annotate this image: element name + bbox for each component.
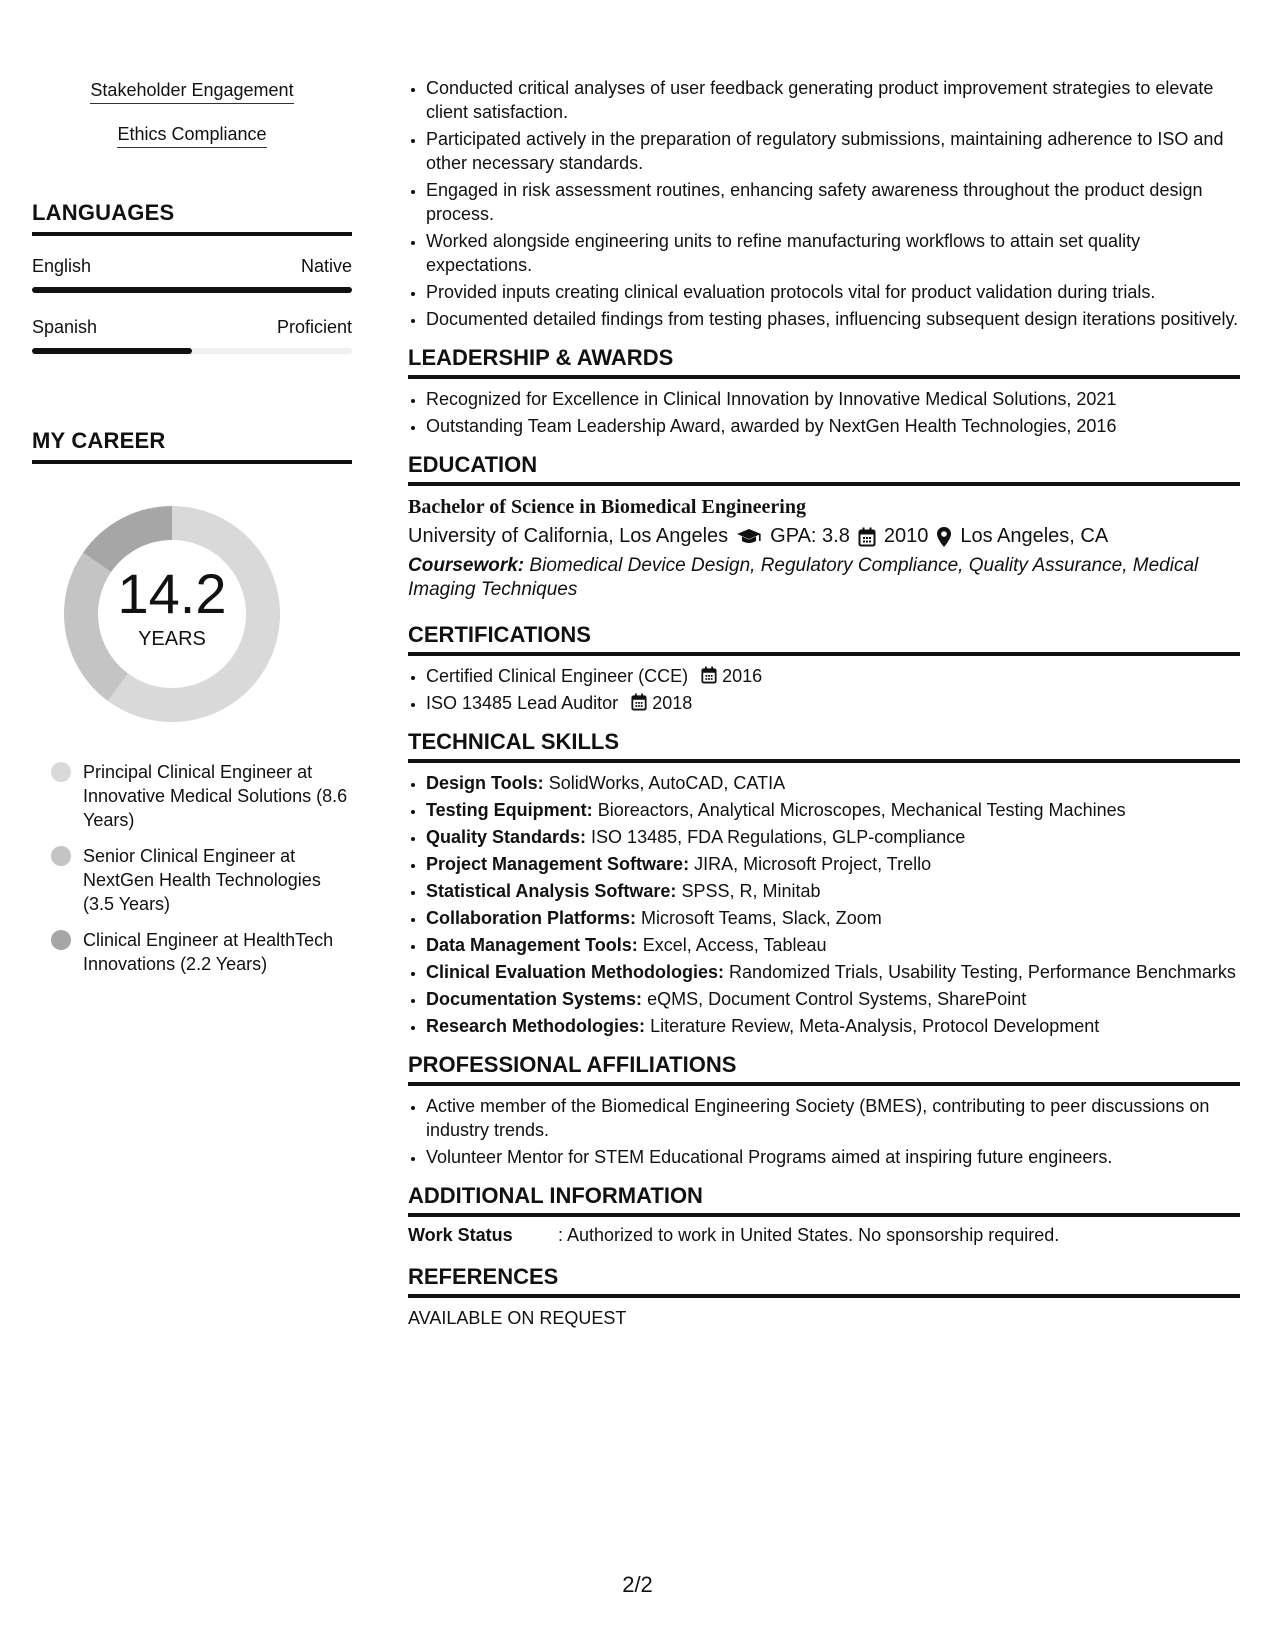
skill-value: SolidWorks, AutoCAD, CATIA: [548, 773, 786, 793]
career-donut: [32, 464, 352, 746]
skill-entry: [426, 933, 1240, 957]
page-number: 2/2: [622, 1572, 653, 1597]
sidebar: [32, 80, 352, 988]
education-section: [408, 452, 1240, 602]
references-section: [408, 1264, 1240, 1329]
technical-skills-heading: TECHNICAL SKILLS: [408, 729, 1240, 763]
coursework: [408, 554, 1240, 602]
career-entry: [32, 760, 352, 832]
calendar-icon: [858, 527, 876, 547]
certification-year: 2018: [652, 693, 693, 713]
skill-item: [32, 124, 352, 148]
language-name: Spanish: [32, 317, 98, 337]
skill-label: Stakeholder Engagement: [90, 80, 293, 104]
skill-label: Collaboration Platforms:: [426, 908, 637, 928]
affiliation-item: • Volunteer Mentor for STEM Educational Programs aimed at inspiring future engineers.: [426, 1145, 1240, 1169]
skill-entry: [426, 906, 1240, 930]
language-level: Native: [300, 256, 352, 276]
additional-section: [408, 1183, 1240, 1246]
affiliation-item: • Active member of the Biomedical Engineering Society (BMES), contributing to peer discussions on industry trends.: [426, 1094, 1240, 1142]
experience-list: [408, 76, 1240, 331]
affiliations-section: [408, 1052, 1240, 1169]
skill-value: eQMS, Document Control Systems, SharePoint: [647, 989, 1027, 1009]
skill-entry: [426, 960, 1240, 984]
gpa: GPA: 3.8: [770, 525, 850, 547]
career-unit: YEARS: [138, 628, 206, 650]
career-entry: [32, 844, 352, 916]
skill-entry: [426, 852, 1240, 876]
graduation-year: 2010: [883, 525, 929, 547]
skill-value: SPSS, R, Minitab: [681, 881, 821, 901]
career-heading: MY CAREER: [32, 428, 352, 464]
skill-label: Ethics Compliance: [117, 124, 266, 148]
affiliations-heading: PROFESSIONAL AFFILIATIONS: [408, 1052, 1240, 1086]
career-entry-text: Clinical Engineer at HealthTech Innovations (2.2 Years): [83, 930, 334, 974]
legend-dot: [51, 930, 71, 950]
experience-bullet: • Engaged in risk assessment routines, enhancing safety awareness throughout the product design process.: [426, 178, 1240, 226]
skill-value: ISO 13485, FDA Regulations, GLP-compliance: [591, 827, 966, 847]
work-status-label: Work Status: [408, 1225, 513, 1245]
skill-entry: [426, 771, 1240, 795]
calendar-icon: [701, 666, 717, 684]
legend-dot: [51, 846, 71, 866]
skill-label: Project Management Software:: [426, 854, 690, 874]
language-bar: [32, 348, 352, 354]
skill-label: Design Tools:: [426, 773, 544, 793]
coursework-label: Coursework:: [408, 555, 525, 576]
language-item: [32, 317, 352, 354]
graduation-cap-icon: [736, 528, 762, 546]
references-text: AVAILABLE ON REQUEST: [408, 1308, 627, 1328]
coursework-text: Biomedical Device Design, Regulatory Compliance, Quality Assurance, Medical Imaging Techniques: [408, 555, 1199, 600]
degree-title: Bachelor of Science in Biomedical Engineering: [408, 496, 806, 518]
skill-label: Testing Equipment:: [426, 800, 593, 820]
language-level: Proficient: [276, 317, 352, 337]
language-bar-fill: [32, 287, 352, 293]
language-bar: [32, 287, 352, 293]
experience-bullet: • Documented detailed findings from testing phases, influencing subsequent design iterations positively.: [426, 307, 1240, 331]
leadership-heading: LEADERSHIP & AWARDS: [408, 345, 1240, 379]
leadership-section: [408, 345, 1240, 438]
skill-label: Statistical Analysis Software:: [426, 881, 677, 901]
skill-value: Microsoft Teams, Slack, Zoom: [641, 908, 882, 928]
school-name: University of California, Los Angeles: [408, 525, 729, 547]
education-heading: EDUCATION: [408, 452, 1240, 486]
certification-item: [426, 691, 1240, 715]
skill-label: Quality Standards:: [426, 827, 587, 847]
skill-label: Documentation Systems:: [426, 989, 643, 1009]
references-heading: REFERENCES: [408, 1264, 1240, 1298]
career-entry-text: Principal Clinical Engineer at Innovative Medical Solutions (8.6 Years): [83, 762, 348, 830]
language-item: [32, 256, 352, 293]
certifications-section: [408, 622, 1240, 715]
language-name: English: [32, 256, 92, 276]
technical-skills-section: [408, 729, 1240, 1038]
legend-dot: [51, 762, 71, 782]
skill-entry: [426, 1014, 1240, 1038]
career-entry: [32, 928, 352, 976]
certification-name: ISO 13485 Lead Auditor: [426, 693, 619, 713]
certification-year: 2016: [722, 666, 763, 686]
main-content: [408, 76, 1240, 1329]
skill-entry: [426, 825, 1240, 849]
skill-value: Bioreactors, Analytical Microscopes, Mechanical Testing Machines: [597, 800, 1126, 820]
award-item: • Outstanding Team Leadership Award, awarded by NextGen Health Technologies, 2016: [426, 414, 1240, 438]
skill-value: JIRA, Microsoft Project, Trello: [694, 854, 932, 874]
additional-heading: ADDITIONAL INFORMATION: [408, 1183, 1240, 1217]
certification-name: Certified Clinical Engineer (CCE): [426, 666, 689, 686]
skill-label: Research Methodologies:: [426, 1016, 646, 1036]
experience-bullet: • Conducted critical analyses of user feedback generating product improvement strategies to elevate client satisfaction.: [426, 76, 1240, 124]
skill-entry: [426, 798, 1240, 822]
location-pin-icon: [936, 526, 952, 548]
education-location: Los Angeles, CA: [960, 525, 1109, 547]
certifications-heading: CERTIFICATIONS: [408, 622, 1240, 656]
experience-bullet: • Participated actively in the preparation of regulatory submissions, maintaining adherence to ISO and other necessary standards.: [426, 127, 1240, 175]
skill-value: Literature Review, Meta-Analysis, Protocol Development: [650, 1016, 1100, 1036]
skill-entry: [426, 987, 1240, 1011]
calendar-icon: [631, 693, 647, 711]
skill-label: Clinical Evaluation Methodologies:: [426, 962, 725, 982]
certification-item: [426, 664, 1240, 688]
career-entry-text: Senior Clinical Engineer at NextGen Health Technologies (3.5 Years): [83, 846, 321, 914]
skill-entry: [426, 879, 1240, 903]
experience-bullet: • Provided inputs creating clinical evaluation protocols vital for product validation during trials.: [426, 280, 1240, 304]
skill-value: Excel, Access, Tableau: [642, 935, 827, 955]
language-bar-fill: [32, 348, 192, 354]
work-status-value: : Authorized to work in United States. No sponsorship required.: [558, 1225, 1060, 1245]
skill-value: Randomized Trials, Usability Testing, Performance Benchmarks: [729, 962, 1236, 982]
career-total: 14.2: [117, 562, 227, 625]
languages-heading: LANGUAGES: [32, 200, 352, 236]
award-item: • Recognized for Excellence in Clinical Innovation by Innovative Medical Solutions, 2021: [426, 387, 1240, 411]
skill-item: [32, 80, 352, 104]
experience-bullet: • Worked alongside engineering units to refine manufacturing workflows to attain set quality expectations.: [426, 229, 1240, 277]
skill-label: Data Management Tools:: [426, 935, 638, 955]
